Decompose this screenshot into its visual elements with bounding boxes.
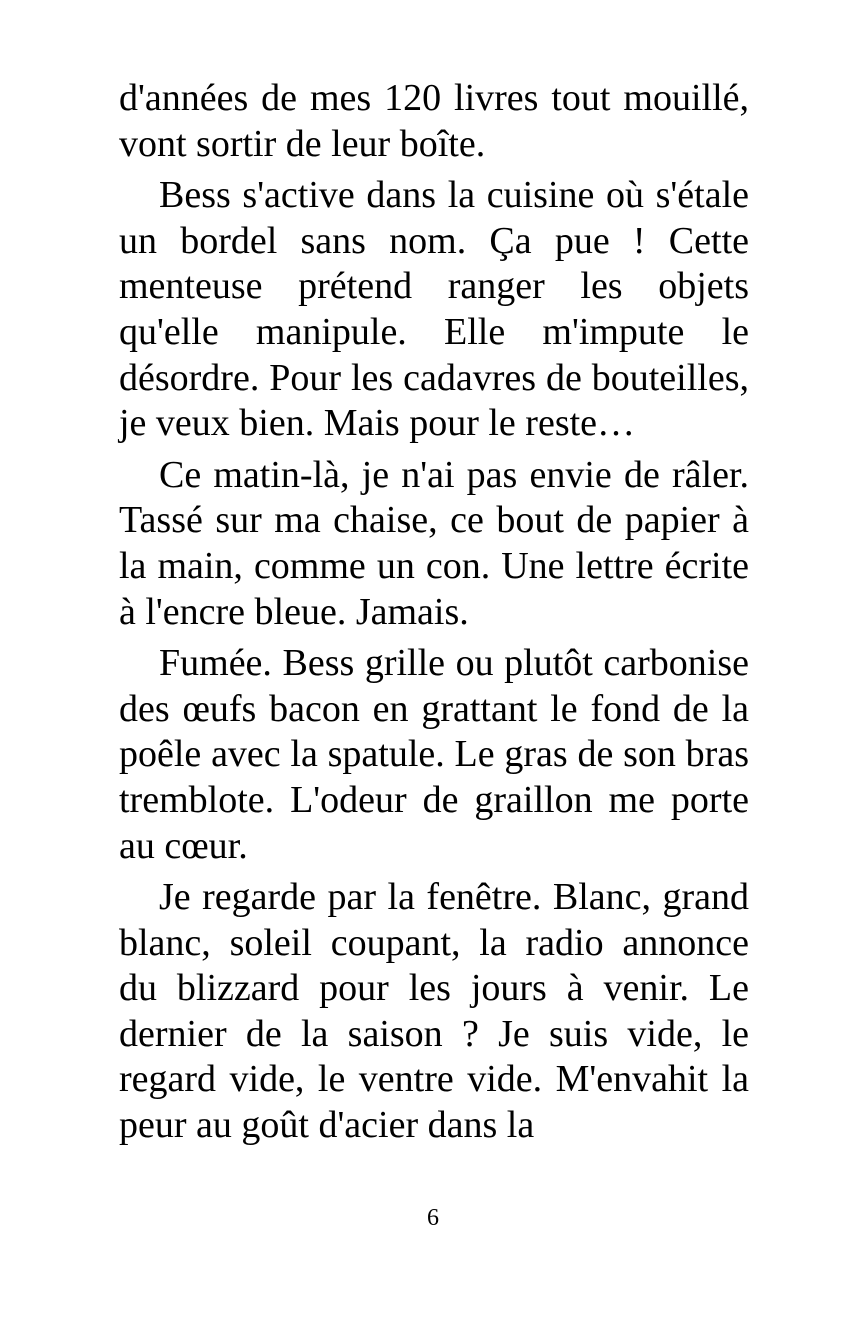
body-text [119, 76, 749, 1155]
paragraph-5: Je regarde par la fenêtre. Blanc, grand blanc, soleil coupant, la radio annonce du blizzard pour les jours à venir. Le dernier de la saison ? Je suis vide, le regard vide, le ventre vide. M'envahit la peur au goût d'acier dans la [119, 876, 749, 1147]
paragraph-2: Bess s'active dans la cuisine où s'étale un bordel sans nom. Ça pue ! Cette menteuse prétend ranger les objets qu'elle manipule. Elle m'impute le désordre. Pour les cadavres de bouteilles, je veux bien. Mais pour le reste… [119, 174, 749, 445]
paragraph-1: d'années de mes 120 livres tout mouillé, vont sortir de leur boîte. [119, 77, 749, 165]
page-number: 6 [427, 1205, 439, 1231]
paragraph-3: Ce matin-là, je n'ai pas envie de râler. Tassé sur ma chaise, ce bout de papier à la main, comme un con. Une lettre écrite à l'encre bleue. Jamais. [119, 453, 749, 633]
paragraph-4: Fumée. Bess grille ou plutôt carbonise des œufs bacon en grattant le fond de la poêle avec la spatule. Le gras de son bras tremblote. L'odeur de graillon me porte au cœur. [119, 642, 749, 867]
